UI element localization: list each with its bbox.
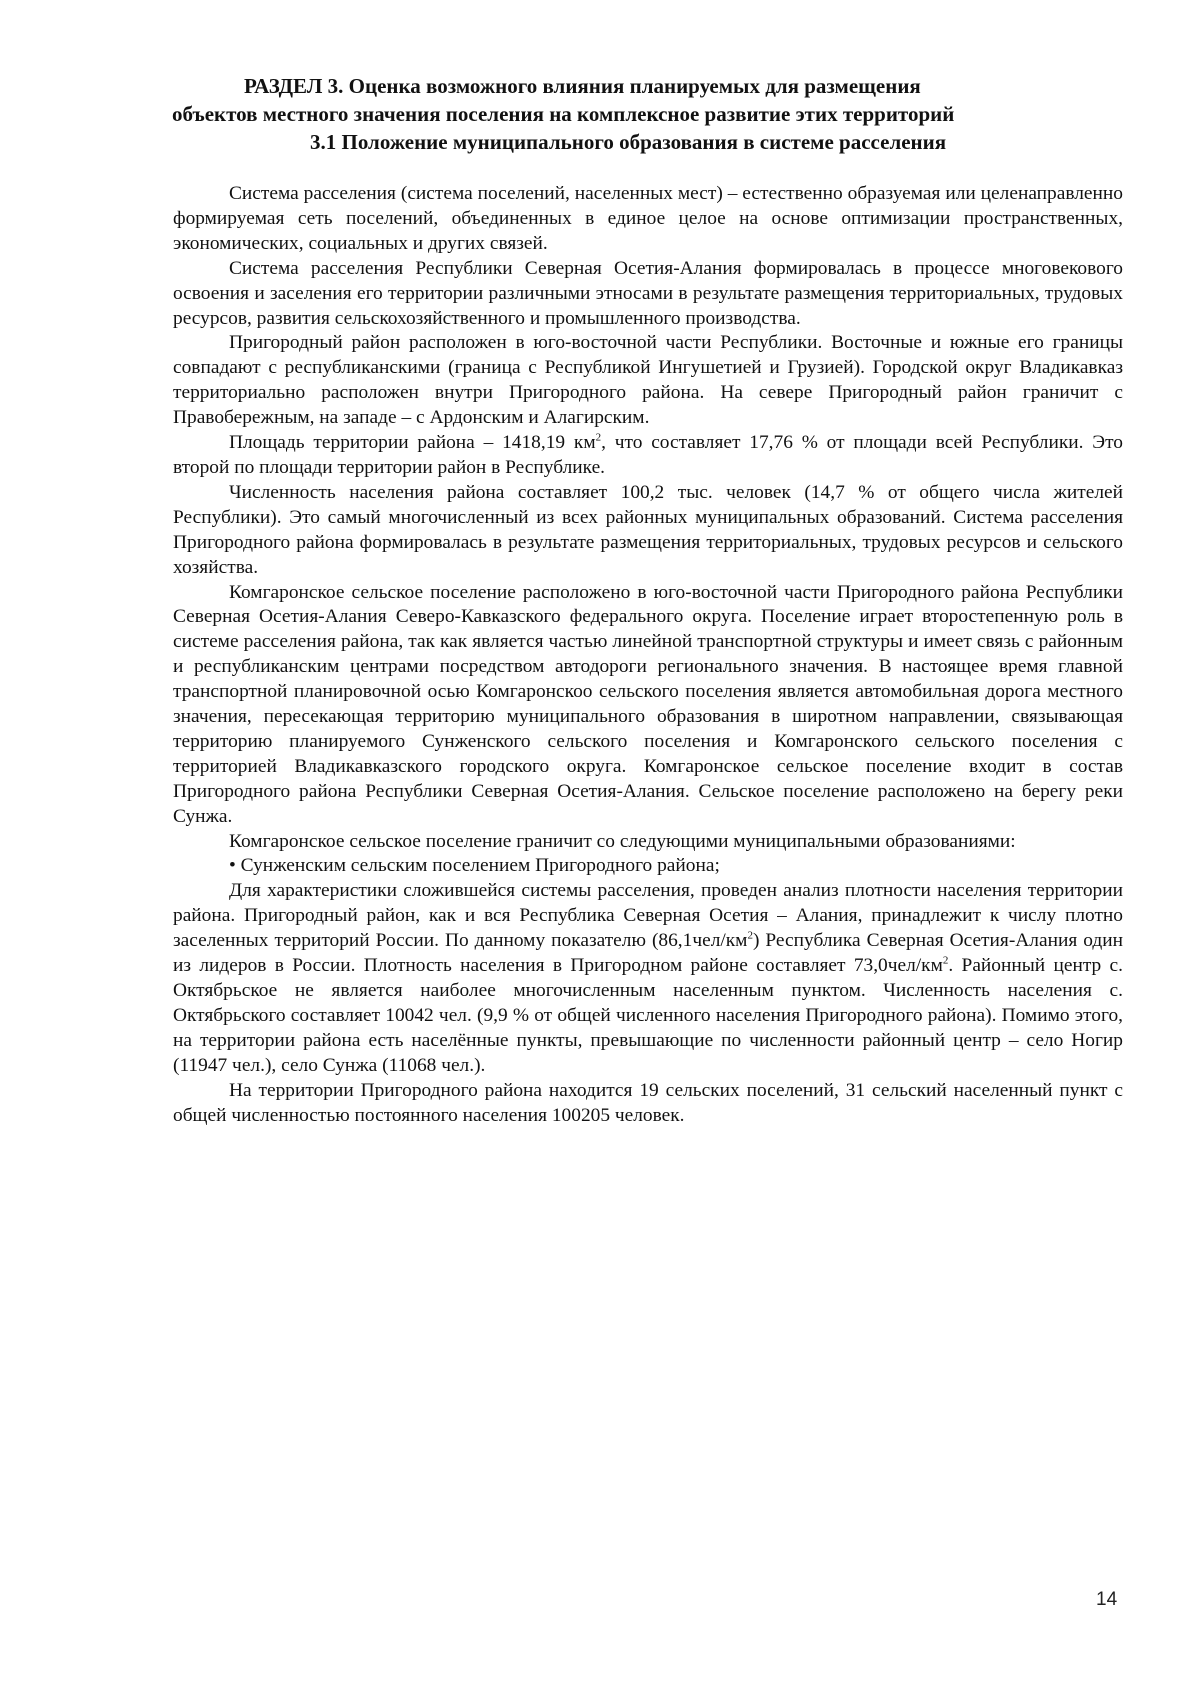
paragraph-district-area [173,431,1123,481]
density-superscript-1: 2 [747,929,753,942]
paragraph-settlement-system-definition: Система расселения (система поселений, населенных мест) – естественно образуемая или целенаправленно формируемая сеть поселений, объединенных в единое целое на основе оптимизации пространственных, экономических, социальных и других связей. [173,183,1123,254]
page-number: 14 [1096,1589,1118,1610]
area-text-end: , что составляет 17,76 % от площади всей Республики. Это второй по площади территории район в Республике. [173,432,1123,478]
section-heading [172,72,1122,156]
density-text-1: Для характеристики сложившейся системы расселения, проведен анализ плотности населения территории района. Пригородный район, как и вся Республика Северная Осетия – Алания, принадлежит к числу плотно заселенных территорий России. По данному показателю (86,1чел/км [173,880,1123,952]
paragraph-komgaron-settlement: Комгаронское сельское поселение расположено в юго-восточной части Пригородного района Республики Северная Осетия-Алания Северо-Кавказского федерального округа. Поселение играет второстепенную роль в системе расселения района, так как является частью линейной транспортной структуры и имеет связь с районным и республиканским центрами посредством автодороги регионального значения. В настоящее время главной транспортной планировочной осью Комгаронскоо сельского поселения является автомобильная дорога местного значения, пересекающая территорию муниципального образования в широтном направлении, связывающая территорию планируемого Сунженского сельского поселения и Комгаронского сельского поселения с территорией Владикавказского городского округа. Комгаронское сельское поселение входит в состав Пригородного района Республики Северная Осетия-Алания. Сельское поселение расположено на берегу реки Сунжа. [173,581,1123,827]
subsection-title: 3.1 Положение муниципального образования в системе расселения [310,130,947,154]
density-superscript-2: 2 [942,954,949,967]
paragraph-settlements-count: На территории Пригородного района находится 19 сельских поселений, 31 сельский населенный пункт с общей численностью постоянного населения 100205 человек. [173,1079,1123,1126]
paragraph-district-location: Пригородный район расположен в юго-восточной части Республики. Восточные и южные его границы совпадают с республиканскими (граница с Республикой Ингушетией и Грузией). Городской округ Владикавказ территориально расположен внутри Пригородного района. На севере Пригородный район граничит с Правобережным, на западе – с Ардонским и Алагирским. [173,332,1123,429]
area-text-start: Площадь территории района – 1418,19 км [229,432,596,454]
density-text-3: . Районный центр с. Октябрьское не является наиболее многочисленным населенным пунктом. Численность населения с. Октябрьского составляет 10042 чел. (9,9 % от общей численного населения Пригородного района). Помимо этого, на территории района есть населённые пункты, превышающие по численности районный центр – село Ногир (11947 чел.), село Сунжа (11068 чел.). [173,955,1123,1076]
document-body [173,182,1123,1128]
paragraph-district-population: Численность населения района составляет 100,2 тыс. человек (14,7 % от общего числа жителей Республики). Это самый многочисленный из всех районных муниципальных образований. Система расселения Пригородного района формировалась в результате размещения территориальных, трудовых ресурсов и сельского хозяйства. [173,481,1123,578]
section-title-line-1: РАЗДЕЛ 3. Оценка возможного влияния планируемых для размещения [244,74,921,98]
density-text-2: ) Республика Северная Осетия-Алания один из лидеров в России. Плотность населения в Пригородном районе составляет 73,0чел/км [173,930,1123,977]
area-superscript: 2 [595,431,602,444]
bullet-sunzhenskoe: • Сунженским сельским поселением Пригородного района; [229,855,720,877]
paragraph-republic-settlement-system: Система расселения Республики Северная Осетия-Алания формировалась в процессе многовекового освоения и заселения его территории различными этносами в результате размещения территориальных, трудовых ресурсов, развития сельскохозяйственного и промышленного производства. [173,257,1123,329]
section-title-line-2: объектов местного значения поселения на комплексное развитие этих территорий [172,102,955,126]
paragraph-neighbours-intro: Комгаронское сельское поселение граничит со следующими муниципальными образованиями: [229,830,1016,852]
paragraph-population-density [173,879,1123,1078]
